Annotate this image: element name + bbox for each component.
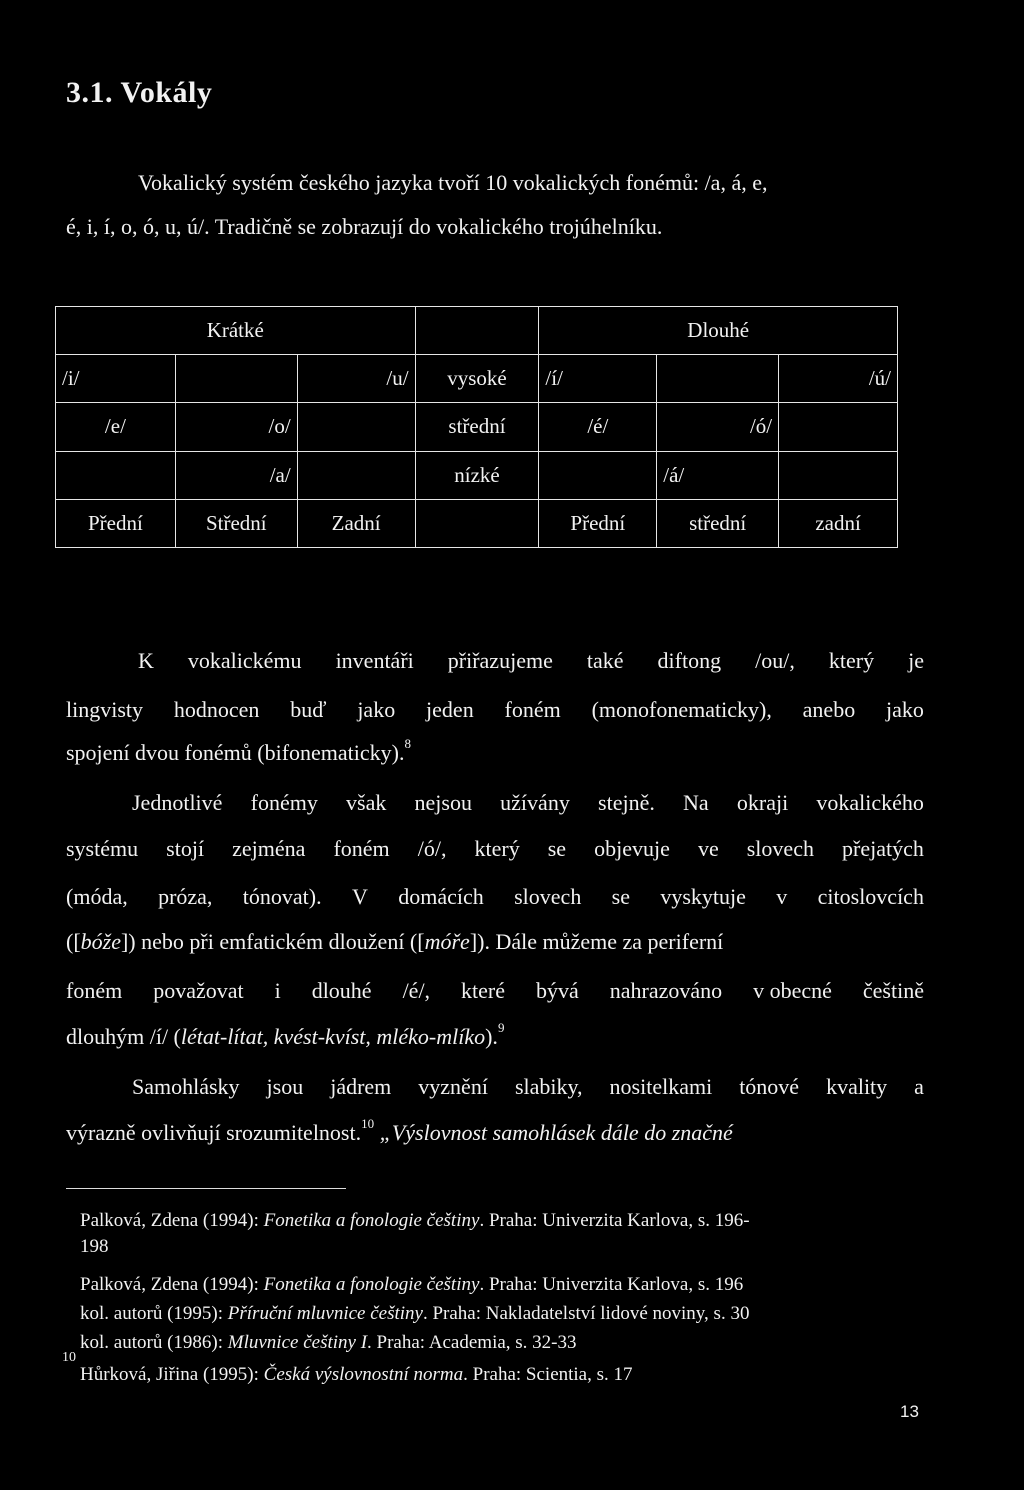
word: ve	[697, 836, 719, 861]
table-cell	[779, 403, 898, 451]
word: slovech	[746, 836, 814, 861]
word: tónové	[739, 1074, 800, 1099]
word: vokalického	[816, 790, 924, 815]
header-short: Krátké	[56, 307, 416, 355]
table-cell: zadní	[779, 499, 898, 547]
text: výrazně ovlivňují srozumitelnost.	[66, 1120, 362, 1145]
text: ]) nebo při emfatickém dloužení ([	[120, 929, 425, 954]
word: jsou	[266, 1074, 304, 1099]
table-cell	[175, 355, 297, 403]
word: jako	[886, 697, 924, 722]
para3-line-2	[66, 1116, 733, 1146]
para1-line-2	[66, 697, 924, 723]
word: slovech	[514, 884, 582, 909]
footnote-ref-10: 10	[361, 1116, 375, 1131]
table-cell: Přední	[539, 499, 657, 547]
italic-text: Fonetika a fonologie češtiny	[263, 1210, 480, 1231]
table-row	[56, 499, 898, 547]
table-cell: nízké	[415, 451, 539, 499]
text: ).	[485, 1024, 498, 1049]
word: zejména	[232, 836, 306, 861]
word: také	[586, 648, 624, 673]
table-cell: /o/	[175, 403, 297, 451]
table-cell: /é/	[539, 403, 657, 451]
table-cell: /á/	[657, 451, 779, 499]
word: užívány	[500, 790, 570, 815]
table-cell: Přední	[56, 499, 176, 547]
word: fonémy	[250, 790, 318, 815]
text: kol. autorů (1995):	[80, 1303, 228, 1324]
word: nejsou	[414, 790, 472, 815]
word: /ó/,	[417, 836, 447, 861]
table-cell	[415, 499, 539, 547]
text: ]). Dále můžeme za periferní	[469, 929, 724, 954]
word: systému	[66, 836, 139, 861]
footnote	[80, 1364, 633, 1386]
word: dlouhé	[311, 978, 372, 1003]
table-cell: vysoké	[415, 355, 539, 403]
word: tónovat).	[242, 884, 322, 909]
text: . Praha: Academia, s. 32-33	[367, 1332, 577, 1353]
footnote-number: 10	[62, 1350, 76, 1365]
word: K	[138, 648, 154, 673]
word: však	[346, 790, 387, 815]
word: okraji	[736, 790, 789, 815]
table-cell	[297, 451, 415, 499]
table-cell: /í/	[539, 355, 657, 403]
word: Jednotlivé	[132, 790, 223, 815]
table-cell: /ó/	[657, 403, 779, 451]
header-long: Dlouhé	[539, 307, 898, 355]
italic-text: létat-lítat, kvést-kvíst, mléko-mlíko	[180, 1024, 486, 1049]
para2-line-4	[66, 929, 723, 955]
para2-line-3	[66, 884, 924, 910]
para3-line-1	[132, 1074, 924, 1100]
word: objevuje	[594, 836, 670, 861]
word: (móda,	[66, 884, 128, 909]
text: dlouhým /í/ (	[66, 1024, 181, 1049]
text: 198	[80, 1236, 109, 1257]
footnote-ref-9: 9	[497, 1020, 505, 1035]
word: vyznění	[418, 1074, 488, 1099]
text: ([	[66, 929, 81, 954]
word: /ou/,	[755, 648, 795, 673]
word: foném	[66, 978, 123, 1003]
word: který	[828, 648, 875, 673]
word: inventáři	[335, 648, 414, 673]
para1-text: spojení dvou fonémů (bifonematicky).	[66, 740, 405, 765]
italic-text: „Výslovnost samohlásek dále do značné	[374, 1120, 733, 1145]
vowel-table	[55, 306, 898, 548]
text: kol. autorů (1986):	[80, 1332, 228, 1353]
word: se	[547, 836, 567, 861]
table-cell: /i/	[56, 355, 176, 403]
word: kvality	[826, 1074, 888, 1099]
word: stejně.	[598, 790, 655, 815]
text: Palková, Zdena (1994):	[80, 1274, 264, 1295]
italic-text: Fonetika a fonologie češtiny	[263, 1274, 480, 1295]
intro-line-1: Vokalický systém českého jazyka tvoří 10 vokalických fonémů: /a, á, e,	[138, 170, 768, 195]
word: (monofonematicky),	[591, 697, 772, 722]
word: Na	[683, 790, 709, 815]
footnote	[80, 1274, 743, 1296]
table-cell: střední	[415, 403, 539, 451]
word: češtině	[862, 978, 924, 1003]
table-cell	[539, 451, 657, 499]
word: nahrazováno	[609, 978, 723, 1003]
word: se	[611, 884, 630, 909]
table-cell	[779, 451, 898, 499]
word: domácích	[398, 884, 484, 909]
para2-line-2	[66, 836, 924, 862]
footnote	[80, 1210, 750, 1232]
para1-line-1	[138, 648, 924, 674]
text: . Praha: Univerzita Karlova, s. 196-	[479, 1210, 750, 1231]
table-cell	[415, 307, 539, 355]
text: . Praha: Scientia, s. 17	[463, 1364, 633, 1385]
word: jeden	[426, 697, 474, 722]
table-row	[56, 451, 898, 499]
word: přiřazujeme	[447, 648, 553, 673]
word: buď	[290, 697, 327, 722]
text: Hůrková, Jiřina (1995):	[80, 1364, 264, 1385]
para2-line-5	[66, 978, 924, 1004]
word: /é/,	[402, 978, 431, 1003]
footnote	[80, 1236, 109, 1258]
word: jako	[357, 697, 396, 722]
word: stojí	[166, 836, 205, 861]
word: slabiky,	[514, 1074, 583, 1099]
word: lingvisty	[66, 697, 144, 722]
italic-text: móře	[424, 929, 470, 954]
page-number: 13	[900, 1402, 919, 1421]
text: . Praha: Univerzita Karlova, s. 196	[479, 1274, 744, 1295]
para2-line-6	[66, 1020, 505, 1050]
word: Samohlásky	[132, 1074, 240, 1099]
italic-text: Příruční mluvnice češtiny	[227, 1303, 423, 1324]
word: vokalickému	[187, 648, 302, 673]
word: v	[776, 884, 788, 909]
table-cell	[297, 403, 415, 451]
text: Palková, Zdena (1994):	[80, 1210, 264, 1231]
table-cell: /ú/	[779, 355, 898, 403]
footnote	[80, 1332, 577, 1354]
table-cell: /u/	[297, 355, 415, 403]
word: který	[474, 836, 520, 861]
italic-text: Mluvnice češtiny I	[227, 1332, 368, 1353]
word: nositelkami	[609, 1074, 713, 1099]
table-row	[56, 355, 898, 403]
word: bývá	[536, 978, 579, 1003]
intro-line-2: é, i, í, o, ó, u, ú/. Tradičně se zobrazují do vokalického trojúhelníku.	[66, 214, 663, 239]
text: . Praha: Nakladatelství lidové noviny, s. 30	[422, 1303, 750, 1324]
table-cell: /e/	[56, 403, 176, 451]
word: v obecné	[753, 978, 832, 1003]
word: diftong	[657, 648, 722, 673]
table-cell	[56, 451, 176, 499]
table-header-row	[56, 307, 898, 355]
italic-text: Česká výslovnostní norma	[263, 1364, 464, 1385]
para2-line-1	[132, 790, 924, 816]
word: jádrem	[330, 1074, 392, 1099]
word: citoslovcích	[817, 884, 924, 909]
word: foném	[333, 836, 390, 861]
word: próza,	[158, 884, 213, 909]
word: považovat	[153, 978, 244, 1003]
table-cell	[657, 355, 779, 403]
footnote-separator	[66, 1188, 346, 1189]
para1-line-3	[66, 736, 411, 766]
word: foném	[504, 697, 561, 722]
table-row	[56, 403, 898, 451]
word: je	[908, 648, 924, 673]
table-cell: Střední	[175, 499, 297, 547]
word: hodnocen	[173, 697, 260, 722]
footnote	[80, 1303, 749, 1325]
table-cell: Zadní	[297, 499, 415, 547]
word: přejatých	[842, 836, 924, 861]
italic-text: bóže	[80, 929, 121, 954]
section-heading: 3.1. Vokály	[66, 76, 213, 109]
table-cell: střední	[657, 499, 779, 547]
word: anebo	[802, 697, 856, 722]
table-cell: /a/	[175, 451, 297, 499]
word: které	[461, 978, 506, 1003]
word: a	[914, 1074, 924, 1099]
word: vyskytuje	[660, 884, 746, 909]
word: V	[351, 884, 368, 909]
footnote-ref-8: 8	[404, 736, 411, 751]
word: i	[274, 978, 281, 1003]
